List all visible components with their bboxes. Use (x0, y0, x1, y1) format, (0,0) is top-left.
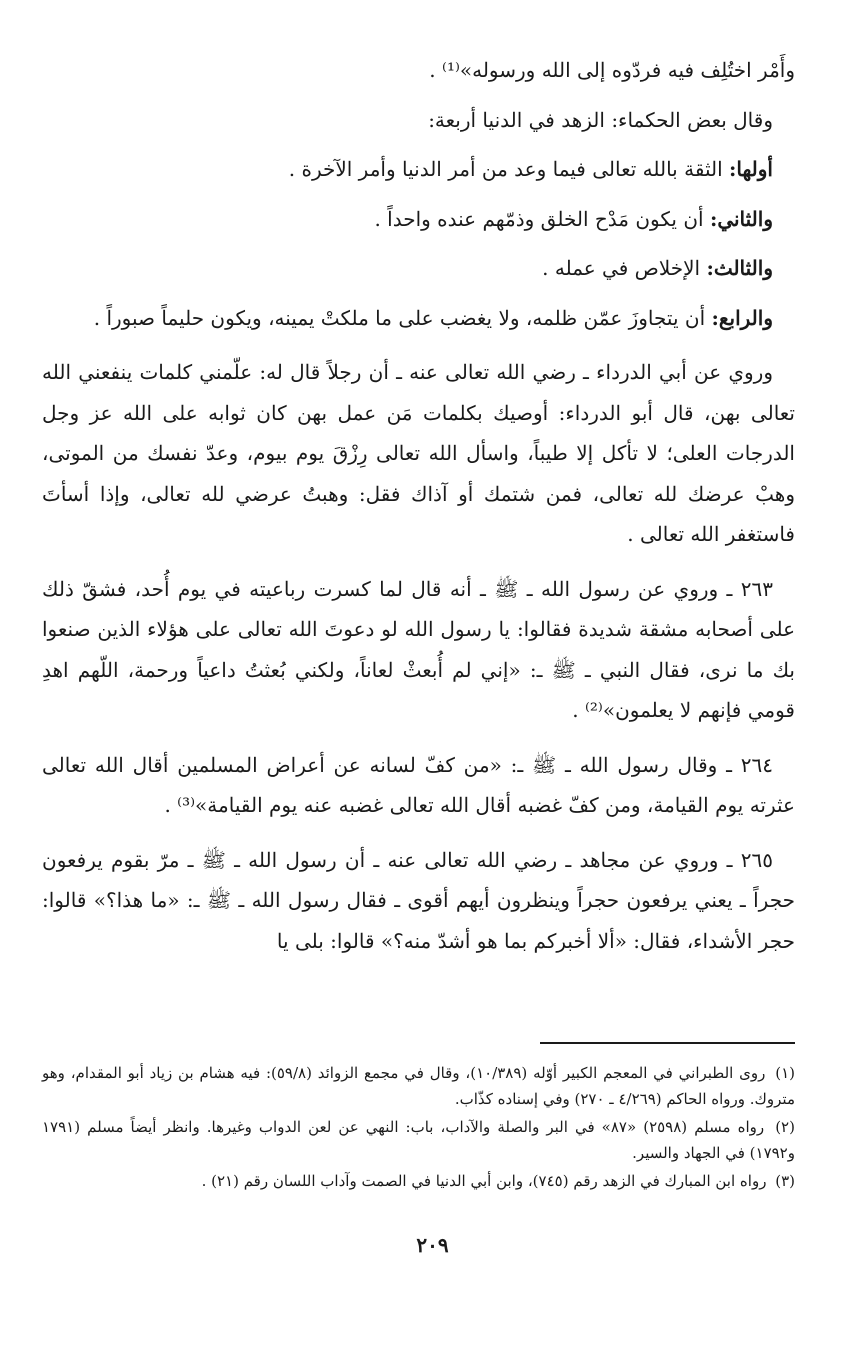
paragraph-6-text: أن يتجاوزَ عمّن ظلمه، ولا يغضب على ما ملكتْ يمينه، ويكون حليماً صبوراً . (93, 305, 712, 330)
paragraph-6-lead: والرابع: (711, 305, 773, 330)
paragraph-1: وأَمْر اختُلِف فيه فردّوه إلى الله ورسوله»⁽¹⁾ . (429, 58, 795, 82)
main-text (42, 50, 795, 975)
footnote-2-text: رواه مسلم (٢٥٩٨) «٨٧» في البر والصلة والآداب، باب: النهي عن لعن الدواب وغيرها. وانظر أيضاً مسلم (١٧٩١ و١٧٩٢) في الجهاد والسير. (42, 1118, 795, 1162)
footnote-3-number: (٣) (775, 1172, 795, 1190)
footnote-1 (42, 1060, 795, 1112)
paragraph-7: وروي عن أبي الدرداء ـ رضي الله تعالى عنه ـ أن رجلاً قال له: علّمني كلمات ينفعني الله تعالى بهن، قال أبو الدرداء: أوصيك بكلمات مَن عمل بهن كان ثوابه على الله عز وجل الدرجات العلى؛ لا تأكل إلا طيباً، واسأل الله تعالى رِزْقَ يوم بيوم، وعدّ نفسك من الموتى، وهبْ عرضك لله تعالى، فمن شتمك أو آذاك فقل: وهبتُ عرضي لله تعالى، وإذا أسأتَ فاستغفر الله تعالى . (42, 360, 795, 546)
paragraph-8: ٢٦٣ ـ وروي عن رسول الله ـ ﷺ ـ أنه قال لما كسرت رباعيته في يوم أُحد، فشقّ ذلك على أصحابه مشقة شديدة فقالوا: يا رسول الله لو دعوتَ الله تعالى على هؤلاء الذين صنعوا بك ما نرى، فقال النبي ـ ﷺ ـ: «إني لم أُبعثْ لعاناً، ولكني بُعثتُ داعياً ورحمة، اللّهم اهدِ قومي فإنهم لا يعلمون»⁽²⁾ . (42, 576, 795, 722)
footnote-2 (42, 1114, 795, 1166)
paragraph-5 (42, 248, 795, 289)
footnote-2-number: (٢) (775, 1118, 795, 1136)
footnote-3-text: رواه ابن المبارك في الزهد رقم (٧٤٥)، وابن أبي الدنيا في الصمت وآداب اللسان رقم (٢١) . (201, 1172, 767, 1190)
footnote-3 (42, 1168, 795, 1194)
paragraph-6 (42, 298, 795, 339)
paragraph-4-text: أن يكون مَدْح الخلق وذمّهم عنده واحداً . (374, 206, 710, 231)
footnote-1-number: (١) (775, 1064, 795, 1082)
paragraph-3-lead: أولها: (728, 157, 773, 181)
paragraph-4-lead: والثاني: (709, 206, 773, 231)
paragraph-5-lead: والثالث: (706, 256, 773, 280)
footnote-1-text: روى الطبراني في المعجم الكبير أوّله (١٠/٣٨٩)، وقال في مجمع الزوائد (٥٩/٨): فيه هشام بن زياد أبو المقدام، وهو متروك. ورواه الحاكم (٤/٢٦٩ ـ ٢٧٠) وفي إسناده كذّاب. (42, 1064, 795, 1108)
footnote-divider (540, 1042, 795, 1044)
paragraph-9: ٢٦٤ ـ وقال رسول الله ـ ﷺ ـ: «من كفّ لسانه عن أعراض المسلمين أقال الله تعالى عثرته يوم القيامة، ومن كفّ غضبه أقال الله تعالى غضبه عنه يوم القيامة»⁽³⁾ . (42, 752, 795, 817)
paragraph-2: وقال بعض الحكماء: الزهد في الدنيا أربعة: (428, 107, 773, 132)
paragraph-3-text: الثقة بالله تعالى فيما وعد من أمر الدنيا وأمر الآخرة . (288, 157, 729, 181)
page-number: ٢٠٩ (416, 1233, 449, 1257)
paragraph-10: ٢٦٥ ـ وروي عن مجاهد ـ رضي الله تعالى عنه ـ أن رسول الله ـ ﷺ ـ مرّ بقوم يرفعون حجراً ـ يعني يرفعون حجراً وينظرون أيهم أقوى ـ فقال رسول الله ـ ﷺ ـ: «ما هذا؟» قالوا: حجر الأشداء، فقال: «ألا أخبركم بما هو أشدّ منه؟» قالوا: بلى يا (42, 847, 795, 953)
footnotes (42, 1060, 795, 1196)
paragraph-3 (42, 149, 795, 190)
paragraph-5-text: الإخلاص في عمله . (542, 256, 707, 280)
paragraph-4 (42, 199, 795, 240)
